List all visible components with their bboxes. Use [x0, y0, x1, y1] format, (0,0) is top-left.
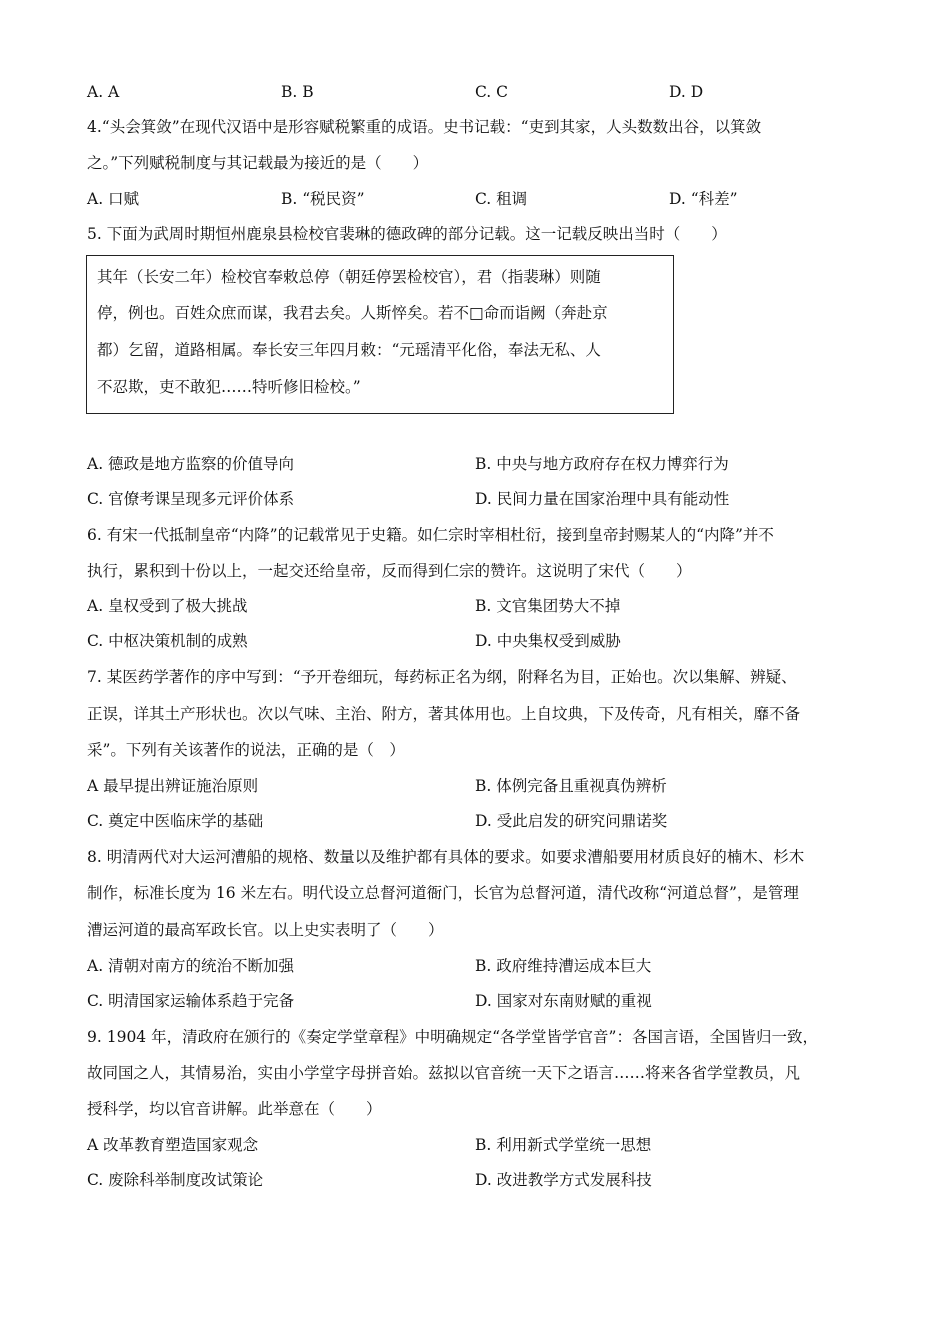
q5-quote-line: 都）乞留，道路相属。奉长安三年四月敕：“元瑶清平化俗，奉法无私、人	[97, 341, 601, 359]
q6-stem-line: 执行，累积到十份以上，一起交还给皇帝，反而得到仁宗的赞许。这说明了宋代（ ）	[87, 562, 692, 580]
q6-option-d: D. 中央集权受到威胁	[475, 632, 621, 650]
q5-option-c: C. 官僚考课呈现多元评价体系	[87, 490, 295, 508]
q9-option-d: D. 改进教学方式发展科技	[475, 1171, 652, 1189]
q5-option-a: A. 德政是地方监察的价值导向	[87, 455, 295, 473]
q5-quote-line: 停，例也。百姓众庶而谋，我君去矣。人斯悴矣。若不□命而诣阙（奔赴京	[97, 304, 608, 322]
q4-option-a: A. 口赋	[87, 190, 140, 208]
q6-option-b: B. 文官集团势大不掉	[475, 597, 621, 615]
q4-option-c: C. 租调	[475, 190, 528, 208]
q9-stem-line: 授科学，均以官音讲解。此举意在（ ）	[87, 1100, 382, 1118]
q5-quote-line: 不忍欺，吏不敢犯……特听修旧检校。”	[97, 378, 361, 396]
q8-stem-line: 制作，标准长度为 16 米左右。明代设立总督河道衙门，长官为总督河道，清代改称“河道总督”，是管理	[87, 884, 799, 902]
q3-option-a: A. A	[87, 83, 120, 101]
q5-option-b: B. 中央与地方政府存在权力博弈行为	[475, 455, 729, 473]
q9-option-a: A 改革教育塑造国家观念	[87, 1136, 259, 1154]
q8-option-d: D. 国家对东南财赋的重视	[475, 992, 652, 1010]
q8-stem-line: 漕运河道的最高军政长官。以上史实表明了（ ）	[87, 921, 444, 939]
q7-stem-line: 采”。下列有关该著作的说法，正确的是（ ）	[87, 741, 405, 759]
q3-option-c: C. C	[475, 83, 509, 101]
q6-option-a: A. 皇权受到了极大挑战	[87, 597, 248, 615]
q4-option-d: D. “科差”	[669, 190, 738, 208]
q6-option-c: C. 中枢决策机制的成熟	[87, 632, 248, 650]
q9-option-b: B. 利用新式学堂统一思想	[475, 1136, 652, 1154]
q7-stem-line: 7. 某医药学著作的序中写到：“予开卷细玩，每药标正名为纲，附释名为目，正始也。次以集解、辨疑、	[87, 668, 797, 686]
q5-stem-line: 5. 下面为武周时期恒州鹿泉县检校官裴琳的德政碑的部分记载。这一记载反映出当时（ ）	[87, 225, 727, 243]
q5-option-d: D. 民间力量在国家治理中具有能动性	[475, 490, 730, 508]
q3-option-d: D. D	[669, 83, 704, 101]
q7-option-b: B. 体例完备且重视真伪辨析	[475, 777, 667, 795]
q7-option-a: A 最早提出辨证施治原则	[87, 777, 259, 795]
q5-quote-box	[86, 255, 674, 414]
q7-stem-line: 正误，详其土产形状也。次以气味、主治、附方，著其体用也。上自坟典，下及传奇，凡有相关，靡不备	[87, 705, 801, 723]
q4-stem-line: 4.“头会箕敛”在现代汉语中是形容赋税繁重的成语。史书记载：“吏到其家，人头数数出谷，以箕敛	[87, 118, 762, 136]
q8-option-c: C. 明清国家运输体系趋于完备	[87, 992, 295, 1010]
q7-option-c: C. 奠定中医临床学的基础	[87, 812, 264, 830]
q8-option-a: A. 清朝对南方的统治不断加强	[87, 957, 295, 975]
q8-option-b: B. 政府维持漕运成本巨大	[475, 957, 652, 975]
q8-stem-line: 8. 明清两代对大运河漕船的规格、数量以及维护都有具体的要求。如要求漕船要用材质良好的楠木、杉木	[87, 848, 805, 866]
q9-stem-line: 9. 1904 年，清政府在颁行的《奏定学堂章程》中明确规定“各学堂皆学官音”：各国言语，全国皆归一致，	[87, 1028, 818, 1046]
q3-option-b: B. B	[281, 83, 314, 101]
q4-stem-line: 之。”下列赋税制度与其记载最为接近的是（ ）	[87, 154, 429, 172]
q5-quote-line: 其年（长安二年）检校官奉敕总停（朝廷停罢检校官），君（指裴琳）则随	[97, 268, 601, 286]
q6-stem-line: 6. 有宋一代抵制皇帝“内降”的记载常见于史籍。如仁宗时宰相杜衍，接到皇帝封赐某人的“内降”并不	[87, 526, 774, 544]
q9-option-c: C. 废除科举制度改试策论	[87, 1171, 264, 1189]
q9-stem-line: 故同国之人，其情易治，实由小学堂字母拼音始。兹拟以官音统一天下之语言……将来各省学堂教员，凡	[87, 1064, 801, 1082]
q7-option-d: D. 受此启发的研究问鼎诺奖	[475, 812, 668, 830]
q4-option-b: B. “税民资”	[281, 190, 365, 208]
